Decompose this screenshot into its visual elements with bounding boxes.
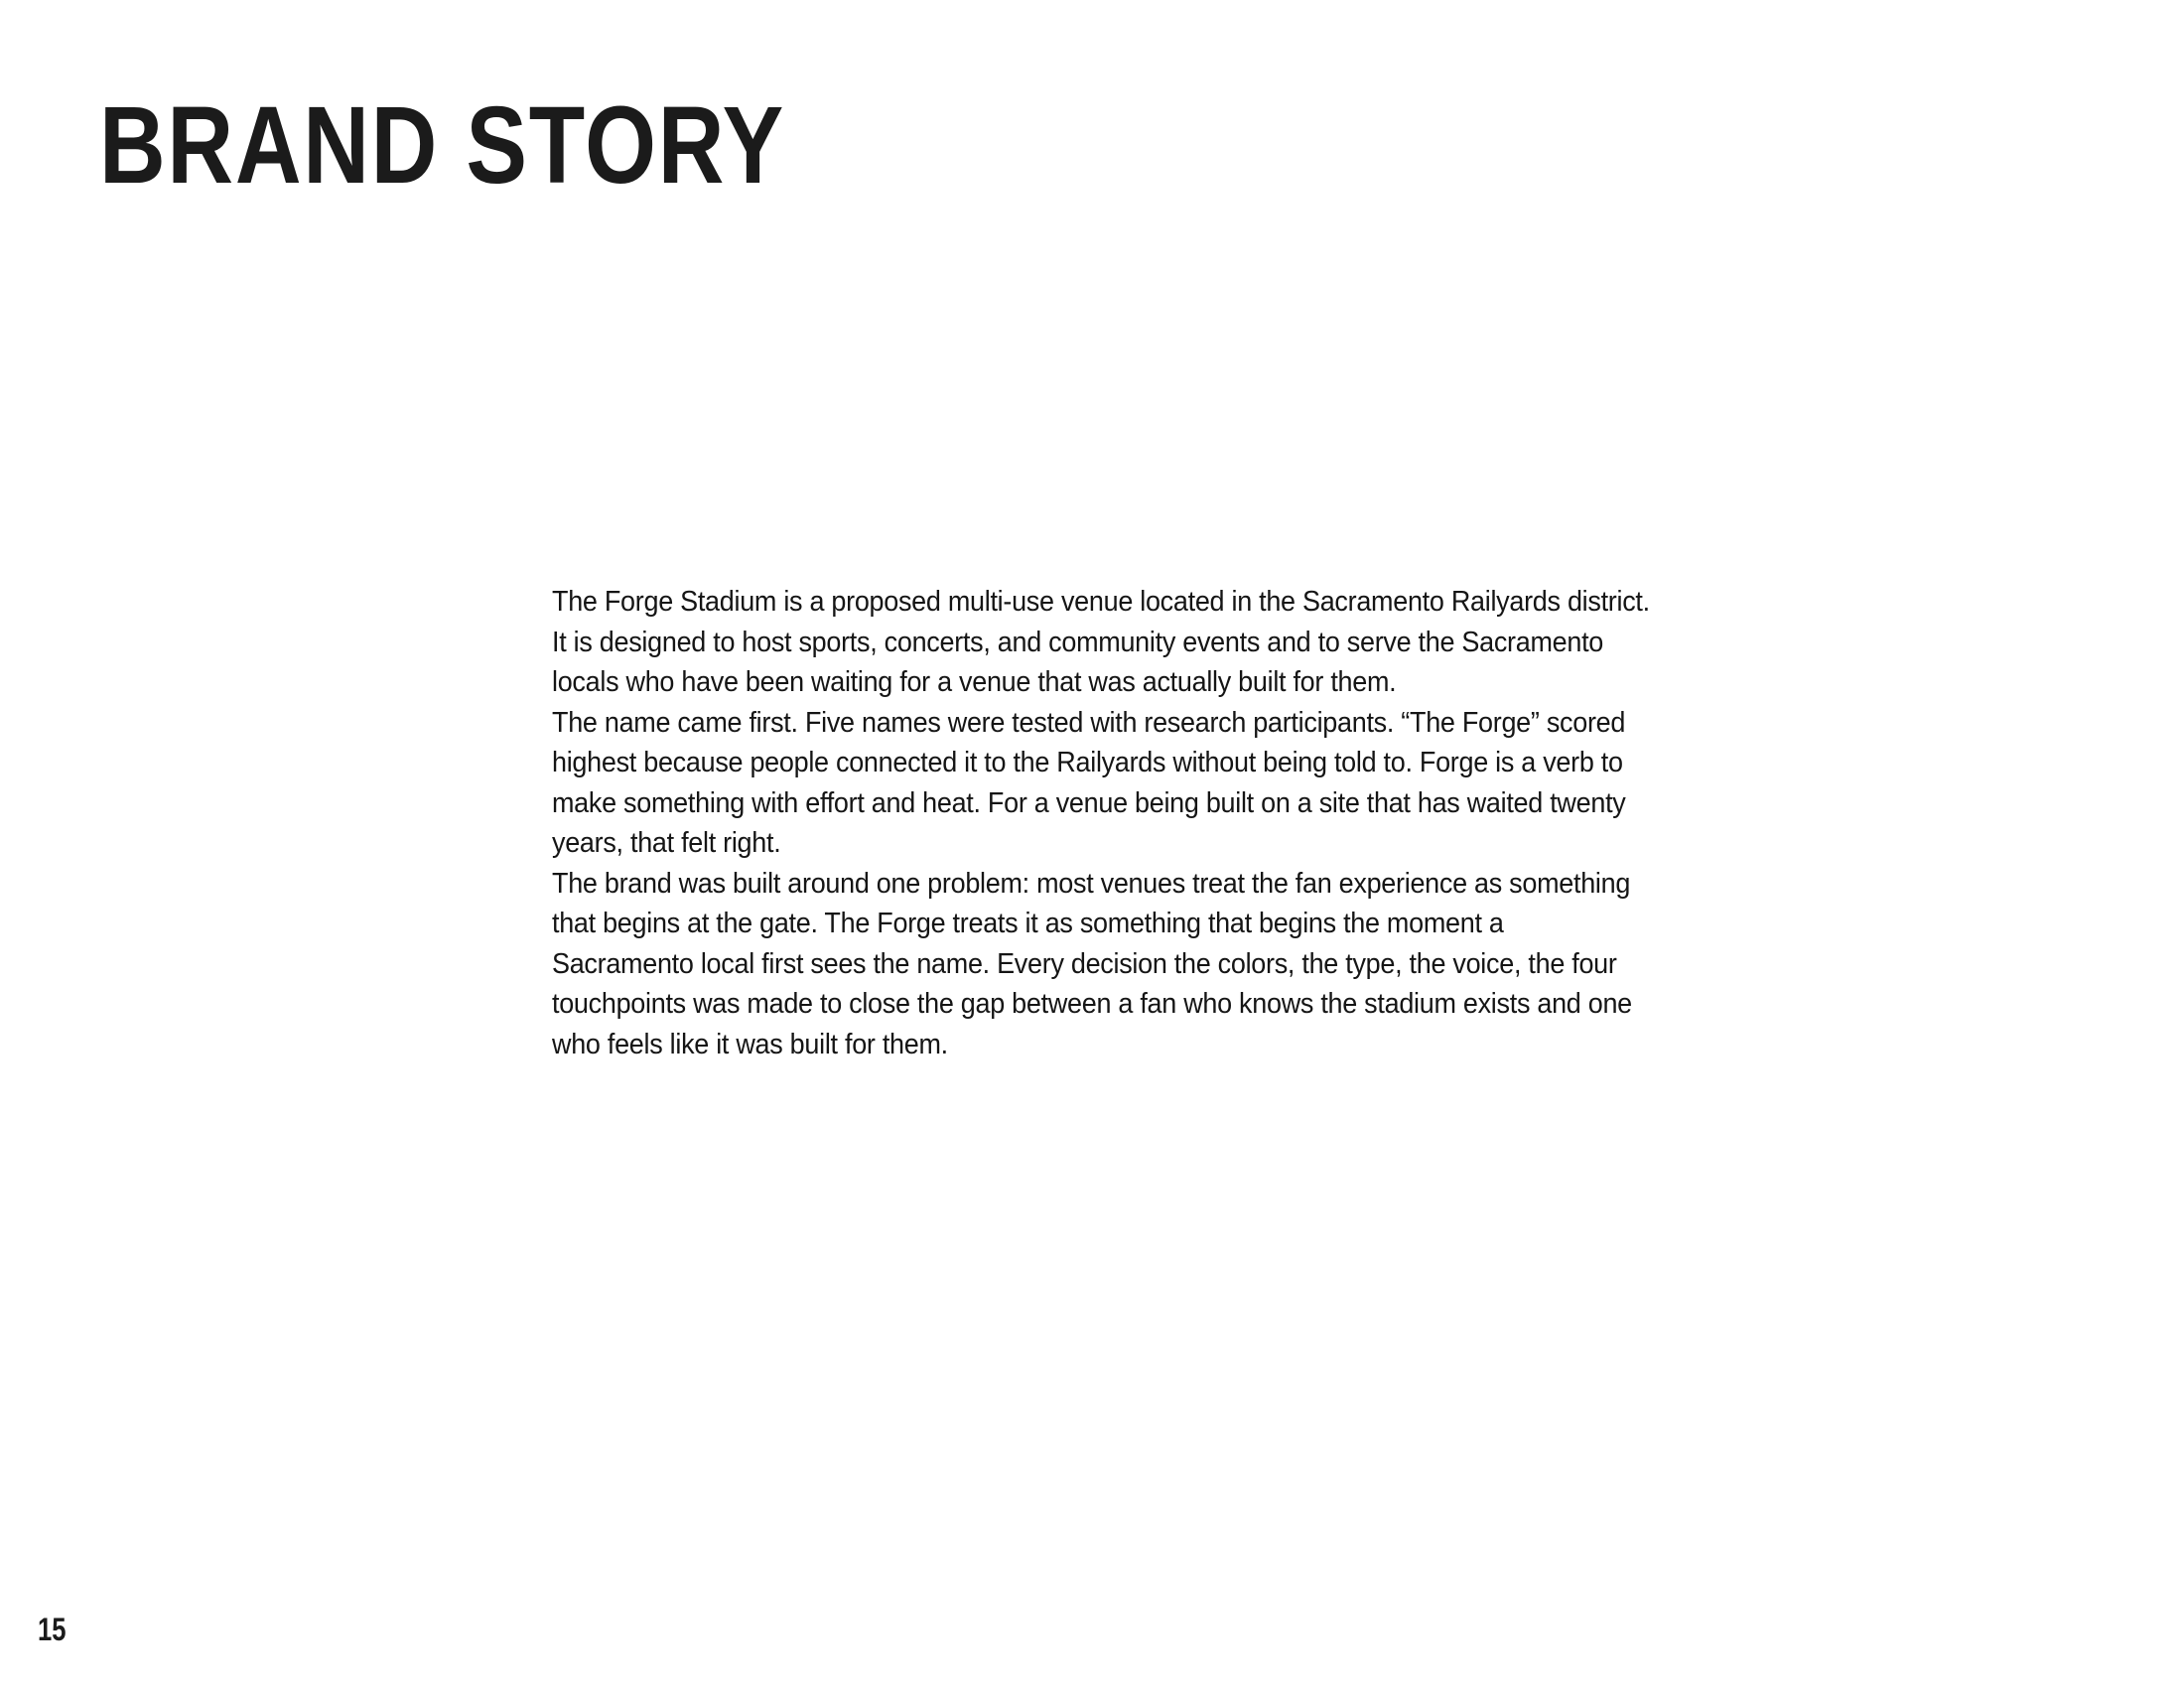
paragraph-name-origin: The name came first. Five names were tested with research participants. “The Forge” scored highest because people connected it to the Railyards without being told to. Forge is a verb to make something with effort and heat. For a venue being built on a site that has waited twenty years, that felt right.: [552, 706, 1626, 859]
page-title: BRAND STORY: [99, 84, 786, 207]
body-copy: [552, 582, 1654, 1064]
paragraph-brand-problem: The brand was built around one problem: most venues treat the fan experience as something that begins at the gate. The Forge treats it as something that begins the moment a Sacramento local first sees the name. Every decision the colors, the type, the voice, the four touchpoints was made to close the gap between a fan who knows the stadium exists and one who feels like it was built for them.: [552, 867, 1632, 1060]
page-number: 15: [38, 1612, 67, 1647]
paragraph-intro: The Forge Stadium is a proposed multi-use venue located in the Sacramento Railyards district. It is designed to host sports, concerts, and community events and to serve the Sacramento locals who have been waiting for a venue that was actually built for them.: [552, 586, 1650, 698]
